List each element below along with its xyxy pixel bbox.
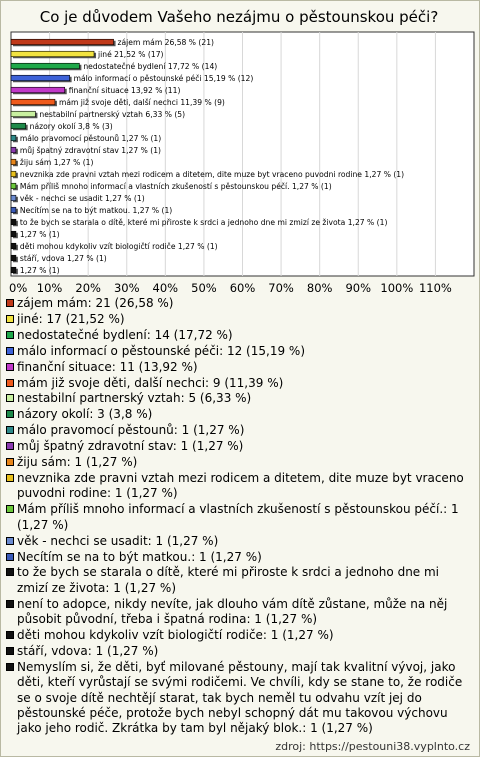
bar-label: nestabilní partnerský vztah 6,33 % (5) <box>39 110 186 119</box>
bar <box>11 255 16 261</box>
x-tick-label: 50% <box>191 281 217 295</box>
bar <box>11 183 16 189</box>
legend-swatch <box>6 631 14 639</box>
legend-swatch <box>6 299 14 307</box>
x-tick-label: 10% <box>36 281 63 295</box>
bar <box>11 99 55 105</box>
legend-item <box>6 644 472 659</box>
legend-swatch <box>6 315 14 323</box>
chart-title: Co je důvodem Vašeho nezájmu o pěstounskou péči? <box>39 8 439 26</box>
bar <box>11 39 114 45</box>
legend-text: málo informací o pěstounské péči: 12 (15,19 %) <box>17 343 305 358</box>
legend-item <box>6 565 472 596</box>
legend-item <box>6 455 472 470</box>
bar <box>11 135 16 141</box>
legend-text: můj špatný zdravotní stav: 1 (1,27 %) <box>17 439 244 454</box>
legend-swatch <box>6 647 14 655</box>
legend-item <box>6 471 472 502</box>
source-note: zdroj: https://pestouni38.vyplnto.cz <box>275 740 470 753</box>
legend-text: zájem mám: 21 (26,58 %) <box>17 296 174 310</box>
legend-text: věk - nechci se usadit: 1 (1,27 %) <box>17 533 219 548</box>
legend-swatch <box>6 379 14 387</box>
bar-label: můj špatný zdravotní stav 1,27 % (1) <box>19 146 162 155</box>
x-tick-label: 90% <box>345 281 372 295</box>
bar-label: žiju sám 1,27 % (1) <box>19 158 94 167</box>
bar-label: Necítím se na to být matkou. 1,27 % (1) <box>19 206 173 215</box>
legend-swatch <box>6 331 14 339</box>
legend-item <box>6 407 472 422</box>
legend-text: nevznika zde pravni vztah mezi rodicem a ditetem, dite muze byt vraceno puvodni rodine: 1 (1,27 %) <box>17 470 464 501</box>
bar <box>11 123 26 129</box>
bar-label: děti mohou kdykoliv vzít biologičtí rodiče 1,27 % (1) <box>19 242 218 251</box>
legend-swatch <box>6 600 14 608</box>
legend-text: to že bych se starala o dítě, které mi přiroste k srdci a jednoho dne mi zmizí ze života: 1 (1,27 %) <box>17 565 440 595</box>
bar <box>11 147 16 153</box>
x-tick-label: 70% <box>268 281 294 295</box>
legend-item <box>6 597 472 628</box>
bar <box>11 111 35 117</box>
legend-text: nestabilní partnerský vztah: 5 (6,33 %) <box>17 391 252 406</box>
legend-text: jiné: 17 (21,52 %) <box>17 311 125 326</box>
bar <box>11 219 16 225</box>
legend-text: málo pravomocí pěstounů: 1 (1,27 %) <box>17 423 245 438</box>
legend-item <box>6 344 472 359</box>
bar-label: mám již svoje děti, další nechci 11,39 % (9) <box>58 98 225 107</box>
legend-swatch <box>6 458 14 466</box>
bar-label: málo pravomocí pěstounů 1,27 % (1) <box>19 134 162 143</box>
legend-swatch <box>6 410 14 418</box>
legend-item <box>6 360 472 375</box>
legend-text: Mám příliš mnoho informací a vlastních zkušeností s pěstounskou péčí.: 1 (1,27 %) <box>17 502 459 532</box>
legend-text: názory okolí: 3 (3,8 %) <box>17 407 153 422</box>
bar <box>11 51 94 57</box>
legend-text: nedostatečné bydlení: 14 (17,72 %) <box>17 327 233 342</box>
legend-item <box>6 296 472 311</box>
legend-swatch <box>6 553 14 561</box>
x-tick-label: 80% <box>306 281 333 295</box>
legend-swatch <box>6 505 14 513</box>
bar <box>11 267 16 273</box>
bar-label: stáří, vdova 1,27 % (1) <box>19 254 107 263</box>
legend-text: stáří, vdova: 1 (1,27 %) <box>17 643 159 658</box>
bar-label: to že bych se starala o dítě, které mi přiroste k srdci a jednoho dne mi zmizí ze života 1,27 % (1) <box>19 218 388 227</box>
bar <box>11 87 65 93</box>
chart-legend <box>6 296 472 737</box>
legend-text: mám již svoje děti, další nechci: 9 (11,39 %) <box>17 375 284 390</box>
legend-item <box>6 550 472 565</box>
legend-swatch <box>6 568 14 576</box>
legend-item <box>6 660 472 737</box>
bar <box>11 207 16 213</box>
legend-text: Necítím se na to být matkou.: 1 (1,27 %) <box>17 549 262 564</box>
legend-swatch <box>6 537 14 545</box>
legend-item <box>6 502 472 533</box>
legend-item <box>6 312 472 327</box>
bar-label: názory okolí 3,8 % (3) <box>29 122 113 131</box>
x-tick-label: 0% <box>9 281 28 295</box>
bar-label: 1,27 % (1) <box>19 230 60 239</box>
x-tick-label: 30% <box>113 281 140 295</box>
bar-label: finanční situace 13,92 % (11) <box>68 86 181 95</box>
bar-label: věk - nechci se usadit 1,27 % (1) <box>19 194 145 203</box>
legend-item <box>6 423 472 438</box>
x-tick-label: 60% <box>229 281 256 295</box>
legend-swatch <box>6 474 14 482</box>
bar-label: zájem mám 26,58 % (21) <box>117 38 215 47</box>
legend-text: Nemyslím si, že děti, byť milované pěstouny, mají tak kvalitní vývoj, jako děti, kteří vyrůstají se svými rodičemi. Ve chvíli, kdy se stane to, že rodiče se o svoje dítě nechtějí starat, tak bych neměl tu odvahu vzít jej do pěstounské péče, protože bych nebyl schopný dát mu takovou výchovu jako jeho rodič. Zkrátka by tam byl nějaký blok.: 1 (1,27 %) <box>17 659 463 736</box>
legend-item <box>6 628 472 643</box>
bar-label: nedostatečné bydlení 17,72 % (14) <box>83 62 218 71</box>
bar <box>11 63 79 69</box>
bar <box>11 171 16 177</box>
bar <box>11 195 16 201</box>
x-tick-label: 100% <box>380 281 414 295</box>
legend-swatch <box>6 442 14 450</box>
legend-item <box>6 439 472 454</box>
legend-text: finanční situace: 11 (13,92 %) <box>17 359 198 374</box>
x-tick-label: 20% <box>75 281 101 295</box>
x-tick-label: 40% <box>152 281 179 295</box>
bar-label: jiné 21,52 % (17) <box>98 50 164 59</box>
bar <box>11 243 16 249</box>
legend-text: není to adopce, nikdy nevíte, jak dlouho vám dítě zůstane, může na něj působit původní, třeba i špatná rodina: 1 (1,27 %) <box>17 596 448 627</box>
legend-swatch <box>6 347 14 355</box>
bar <box>11 75 70 81</box>
legend-item <box>6 391 472 406</box>
legend-swatch <box>6 663 14 671</box>
legend-text: žiju sám: 1 (1,27 %) <box>17 455 138 470</box>
legend-swatch <box>6 363 14 371</box>
bar <box>11 159 16 165</box>
bar <box>11 231 16 237</box>
bar-label: nevznika zde pravni vztah mezi rodicem a ditetem, dite muze byt vraceno puvodni rodine 1,27 % (1) <box>19 170 405 179</box>
bar-label: 1,27 % (1) <box>19 266 60 275</box>
bar-chart <box>0 0 480 295</box>
x-tick-label: 110% <box>418 281 452 295</box>
legend-swatch <box>6 426 14 434</box>
legend-swatch <box>6 394 14 402</box>
legend-item <box>6 376 472 391</box>
bar-label: Mám příliš mnoho informací a vlastních zkušeností s pěstounskou péčí. 1,27 % (1) <box>19 182 332 191</box>
legend-item <box>6 328 472 343</box>
legend-text: děti mohou kdykoliv vzít biologičtí rodiče: 1 (1,27 %) <box>17 628 334 643</box>
legend-item <box>6 534 472 549</box>
bar-label: málo informací o pěstounské péči 15,19 % (12) <box>73 74 254 83</box>
